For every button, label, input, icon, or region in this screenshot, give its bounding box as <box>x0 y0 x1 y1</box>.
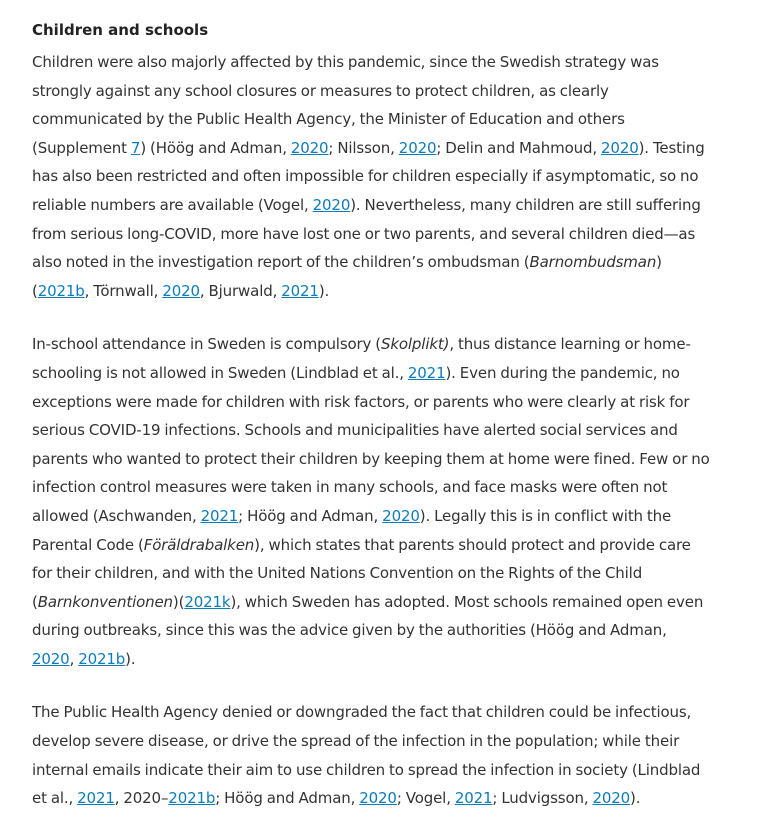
citation-link[interactable]: 2021b <box>37 281 85 300</box>
text-run: ; Delin and Mahmoud, <box>436 138 602 157</box>
citation-link[interactable]: 2020 <box>398 138 437 157</box>
text-run: ). Legally this is in conflict with the Parental Code ( <box>32 506 672 554</box>
text-run: , Törnwall, <box>84 281 163 300</box>
text-run: ; Vogel, <box>396 789 455 808</box>
citation-link[interactable]: 2020 <box>592 789 631 808</box>
italic-term: Skolplikt) <box>380 335 450 354</box>
citation-link[interactable]: 2021b <box>78 649 126 668</box>
article-body <box>32 18 712 838</box>
text-run: , Bjurwald, <box>199 281 282 300</box>
citation-link[interactable]: 2021 <box>281 281 319 300</box>
text-run: ). <box>125 649 136 668</box>
text-run: ). Nevertheless, many children are still suffering from serious long-COVID, more have lost one or two parents, and several children died—as also noted in the investigation report of the children’s ombudsman ( <box>32 195 701 272</box>
paragraph-public-health-agency <box>32 698 712 812</box>
italic-term: Föräldrabalken <box>143 535 255 554</box>
citation-link[interactable]: 2021k <box>184 592 231 611</box>
text-run: ). <box>630 789 641 808</box>
text-run: ). Testing has also been restricted and often impossible for children especially if asymptomatic, so no reliable numbers are available (Vogel, <box>32 138 705 214</box>
paragraph-children-affected <box>32 48 712 305</box>
italic-term: Barnombudsman <box>529 253 657 272</box>
text-run: ; Höög and Adman, <box>215 789 360 808</box>
text-run: ), which states that parents should protect and provide care for their children, and with the United Nations Convention on the Rights of the Child ( <box>32 535 691 611</box>
text-run: ), which Sweden has adopted. Most schools remained open even during outbreaks, since this was the advice given by the authorities (Höög and Adman, <box>32 592 704 640</box>
citation-link[interactable]: 2021b <box>168 789 216 808</box>
citation-link[interactable]: 2021 <box>200 506 239 525</box>
paragraph-school-attendance <box>32 330 712 673</box>
text-run: ) ( <box>32 253 662 300</box>
text-run: Children were also majorly affected by this pandemic, since the Swedish strategy was strongly against any school closures or measures to protect children, as clearly communicated by the Public Health Agency, the Minister of Education and others (Supplement <box>32 53 659 157</box>
text-run: ; Höög and Adman, <box>238 506 383 525</box>
text-run: ) (Höög and Adman, <box>140 138 291 157</box>
text-run: , <box>69 649 79 668</box>
text-run: ; Ludvigsson, <box>492 789 593 808</box>
text-run: In-school attendance in Sweden is compulsory ( <box>32 335 381 354</box>
citation-link[interactable]: 2020 <box>601 138 639 157</box>
text-run: , thus distance learning or home-schooling is not allowed in Sweden (Lindblad et al., <box>32 335 691 382</box>
text-run: ). Even during the pandemic, no exceptions were made for children with risk factors, or parents who were clearly at risk for serious COVID-19 infections. Schools and municipalities have alerted social services and parents who wanted to protect their children by keeping them at home were fined. Few or no infection control measures were taken in many schools, and face masks were often not allowed (Aschwanden, <box>32 363 710 525</box>
section-heading: Children and schools <box>32 21 209 39</box>
citation-link[interactable]: 7 <box>130 138 141 157</box>
citation-link[interactable]: 2021 <box>454 789 493 808</box>
citation-link[interactable]: 2020 <box>312 195 351 214</box>
text-run: )( <box>172 592 185 611</box>
text-run: , 2020– <box>114 789 169 808</box>
citation-link[interactable]: 2021 <box>407 363 446 382</box>
citation-link[interactable]: 2020 <box>32 649 70 668</box>
citation-link[interactable]: 2020 <box>290 138 329 157</box>
text-run: ; Nilsson, <box>328 138 399 157</box>
text-run: The Public Health Agency denied or downgraded the fact that children could be infectious, develop severe disease, or drive the spread of the infection in the population; while their internal emails indicate their aim to use children to spread the infection in society (Lindblad et al., <box>32 703 701 808</box>
text-run: ). <box>318 281 330 300</box>
citation-link[interactable]: 2020 <box>382 506 420 525</box>
citation-link[interactable]: 2021 <box>77 789 115 808</box>
citation-link[interactable]: 2020 <box>162 281 200 300</box>
italic-term: Barnkonventionen <box>37 592 173 611</box>
citation-link[interactable]: 2020 <box>359 789 397 808</box>
